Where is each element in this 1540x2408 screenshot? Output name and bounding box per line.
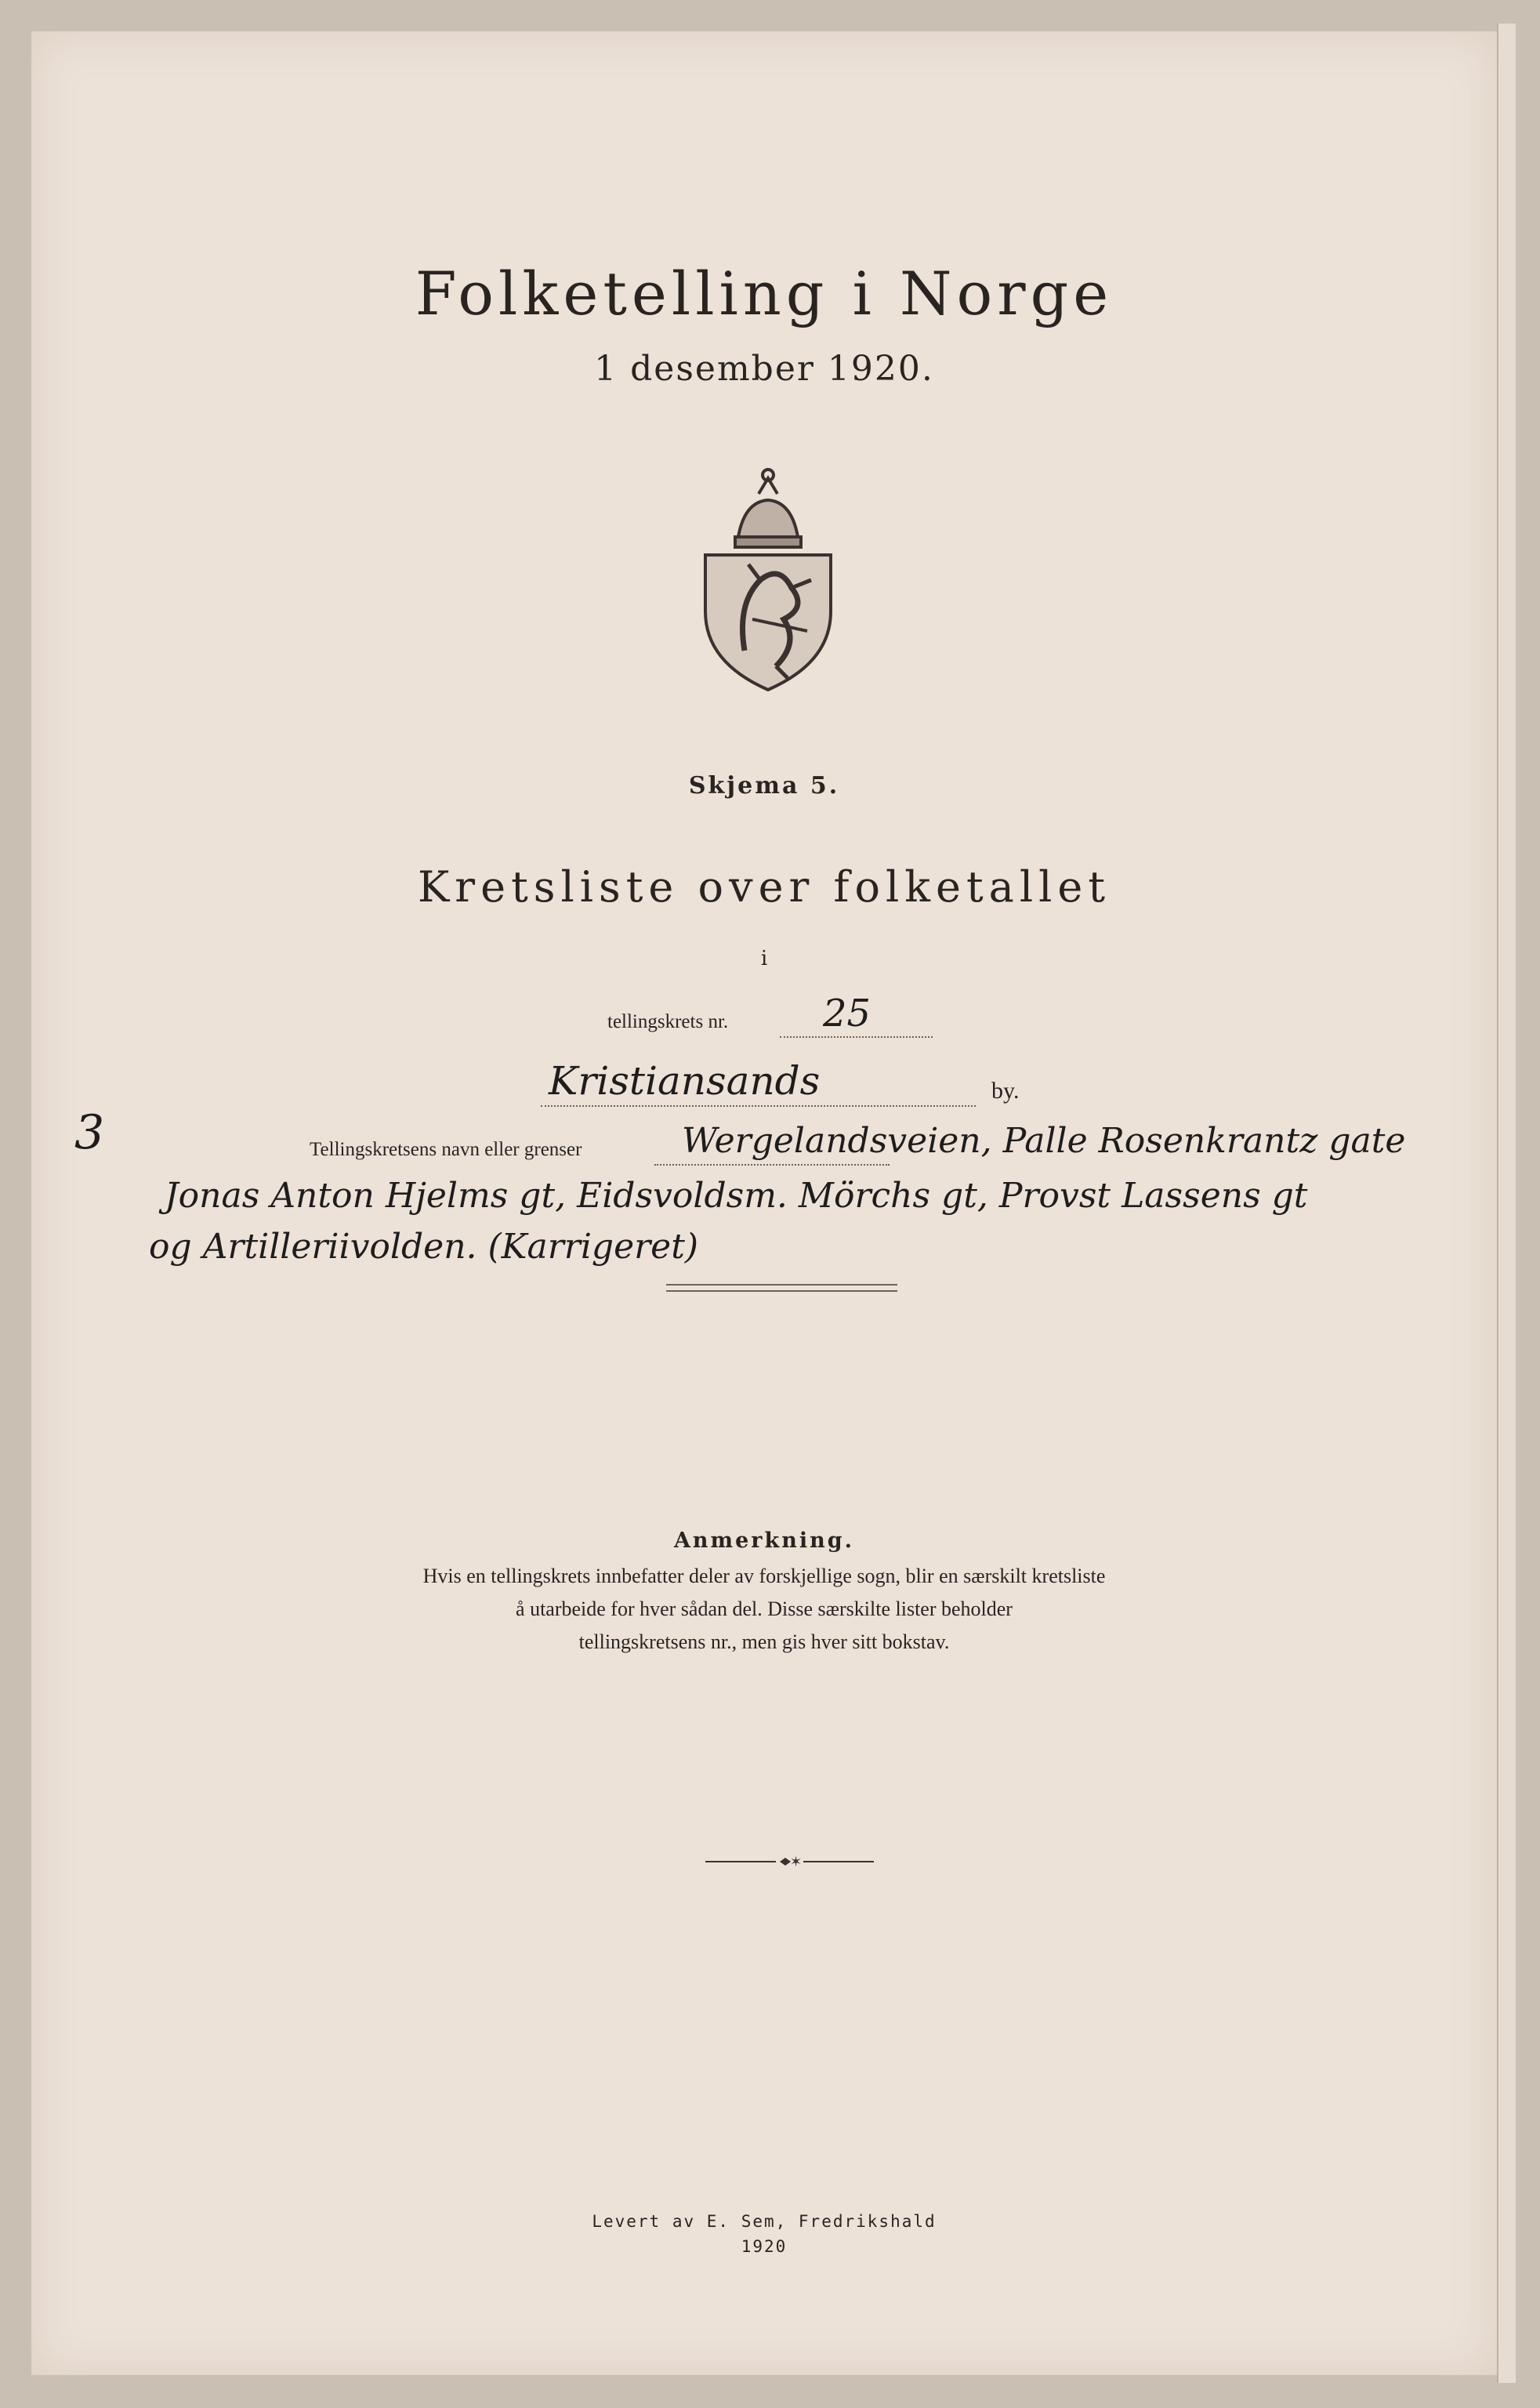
- grenser-field-line: [654, 1164, 890, 1166]
- footer-printer: Levert av E. Sem, Fredrikshald: [592, 2212, 937, 2231]
- census-date: 1 desember 1920.: [594, 349, 934, 389]
- city-handwritten: Kristiansands: [549, 1058, 821, 1104]
- grenser-handwritten-line-3: og Artilleriivolden. (Karrigeret): [149, 1227, 699, 1267]
- krets-field-line: [780, 1036, 933, 1038]
- city-suffix: by.: [991, 1078, 1020, 1104]
- census-form-page: [31, 31, 1497, 2375]
- form-heading: Kretsliste over folketallet: [417, 862, 1111, 912]
- city-field-line: [541, 1105, 976, 1107]
- svg-text:✶: ✶: [790, 1854, 803, 1869]
- footer-year: 1920: [741, 2237, 788, 2256]
- printer-footer: [31, 2209, 1497, 2259]
- note-title: Anmerkning.: [673, 1529, 855, 1553]
- krets-label: tellingskrets nr.: [607, 1011, 729, 1032]
- note-line-2: å utarbeide for hver sådan del. Disse særskilte lister beholder: [516, 1597, 1013, 1620]
- schema-number: Skjema 5.: [688, 772, 840, 800]
- page-edge: [1497, 24, 1516, 2383]
- page-title: Folketelling i Norge: [415, 259, 1114, 328]
- divider-ornament-icon: [705, 1854, 874, 1869]
- grenser-handwritten-line-1: Wergelandsveien, Palle Rosenkrantz gate: [682, 1121, 1406, 1161]
- note-line-1: Hvis en tellingskrets innbefatter deler av forskjellige sogn, blir en særskilt kretsliste: [422, 1565, 1106, 1587]
- double-rule: [666, 1284, 897, 1292]
- grenser-label: Tellingskretsens navn eller grenser: [310, 1139, 582, 1160]
- margin-mark-handwritten: 3: [74, 1105, 105, 1160]
- note-text: [31, 1560, 1497, 1659]
- krets-number-handwritten: 25: [823, 992, 871, 1035]
- norwegian-coat-of-arms-icon: [690, 462, 846, 698]
- note-line-3: tellingskretsens nr., men gis hver sitt bokstav.: [578, 1630, 950, 1653]
- preposition: i: [760, 947, 768, 970]
- grenser-handwritten-line-2: Jonas Anton Hjelms gt, Eidsvoldsm. Mörchs gt, Provst Lassens gt: [165, 1176, 1308, 1216]
